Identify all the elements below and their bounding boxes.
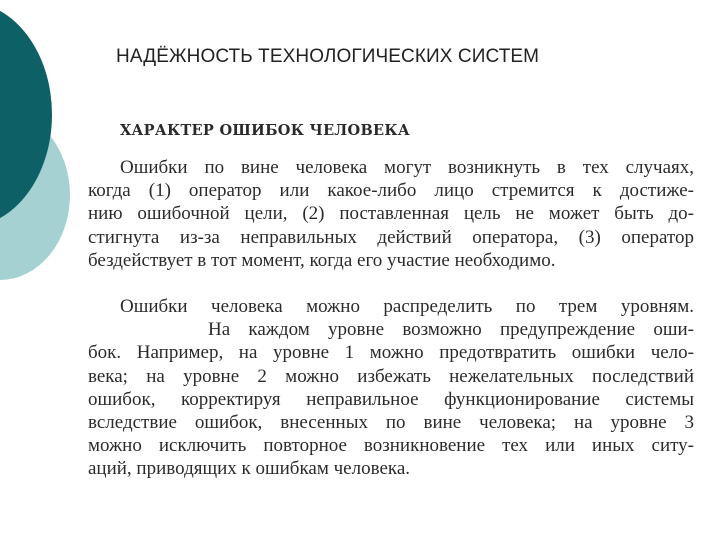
paragraph-line: нию ошибочной цели, (2) поставленная цель не может быть до- (88, 203, 694, 225)
paragraph-line: ошибок, корректируя неправильное функционирование системы (88, 388, 694, 410)
paragraph-line: можно исключить повторное возникновение тех или иных ситу- (88, 435, 694, 457)
paragraph-line: аций, приводящих к ошибкам человека. (88, 458, 411, 480)
paragraph-line: бездействует в тот момент, когда его участие необходимо. (88, 249, 556, 271)
paragraph-line: На каждом уровне возможно предупреждение оши- (208, 319, 694, 341)
paragraph-line: века; на уровне 2 можно избежать нежелательных последствий (88, 365, 694, 387)
paragraph-1 (88, 156, 694, 272)
slide-title: НАДЁЖНОСТЬ ТЕХНОЛОГИЧЕСКИХ СИСТЕМ (116, 46, 540, 67)
paragraph-line: Ошибки по вине человека могут возникнуть в тех случаях, (120, 157, 694, 178)
section-heading: ХАРАКТЕР ОШИБОК ЧЕЛОВЕКА (120, 122, 410, 139)
paragraph-line: стигнута из-за неправильных действий оператора, (3) оператор (88, 226, 694, 248)
paragraph-line: когда (1) оператор или какое-либо лицо стремится к достиже- (88, 180, 694, 202)
paragraph-2 (88, 295, 694, 481)
paragraph-line: Ошибки человека можно распределить по трем уровням. (120, 296, 694, 317)
paragraph-line: бок. Например, на уровне 1 можно предотвратить ошибки чело- (88, 342, 694, 364)
paragraph-line: вследствие ошибок, внесенных по вине человека; на уровне 3 (88, 412, 694, 434)
